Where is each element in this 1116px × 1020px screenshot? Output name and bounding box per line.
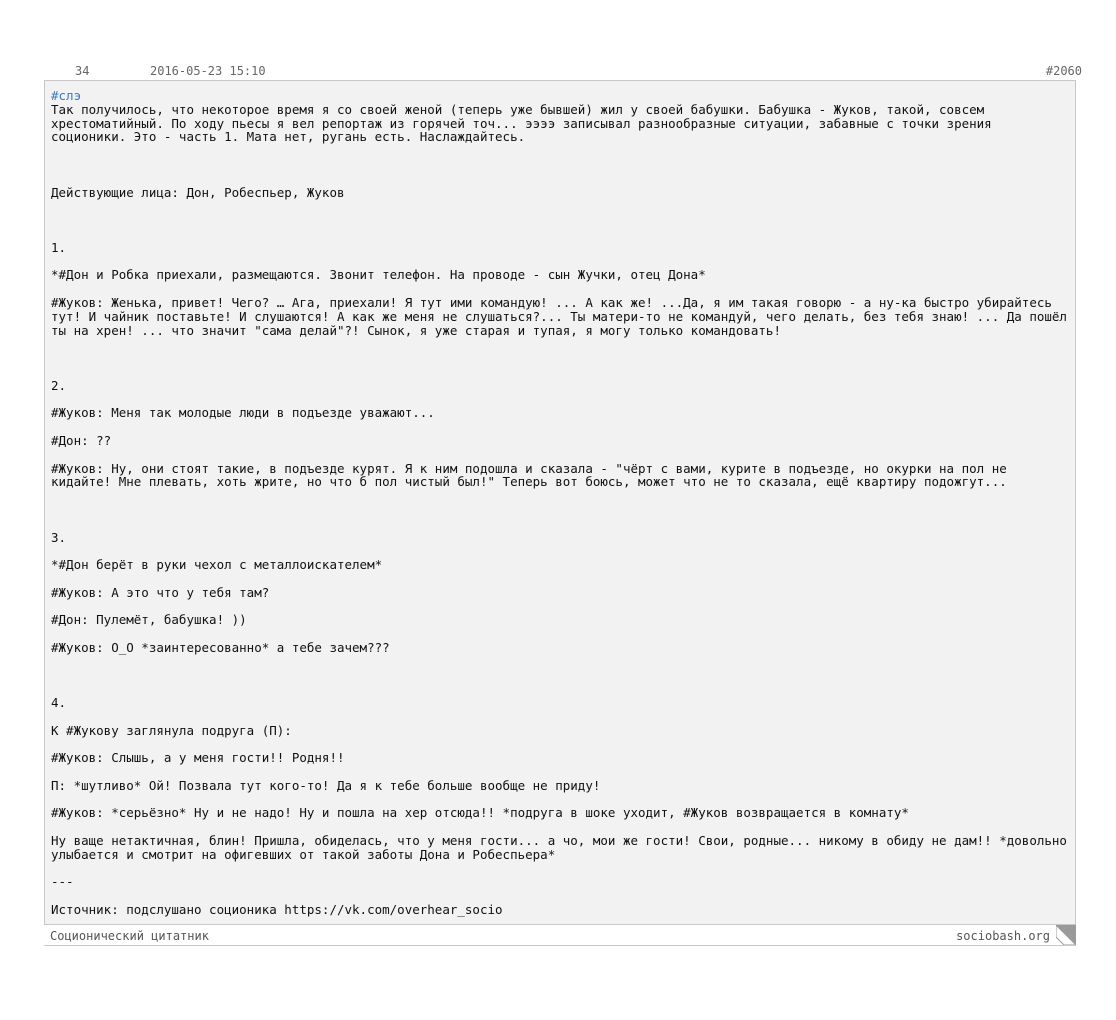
quote-line (51, 682, 1069, 696)
quote-line (51, 793, 1069, 807)
quote-line: #Жуков: Женька, привет! Чего? … Ага, приехали! Я тут ими командую! ... А как же! ...Да, я им такая говорю - а ну-ка быстро убирайтесь тут! И чайник поставьте! И слушаются! А как же меня не слушаться?... Ты матери-то не командуй, чего делать, без тебя знаю! ... Да пошёл ты на хрен! ... что значит "сама делай"?! Сынок, я уже старая и тупая, я могу только командовать! (51, 294, 1075, 338)
quote-line (51, 351, 1069, 365)
quote-line (51, 199, 1069, 213)
quote-line: #Жуков: Ну, они стоят такие, в подъезде курят. Я к ним подошла и сказала - "чёрт с вами, курите в подъезде, но окурки на пол не кидайте! Мне плевать, хоть жрите, но что б пол чистый был!" Теперь вот боюсь, может что не то сказала, ещё квартиру подожгут... (51, 460, 1015, 490)
quote-line: #Жуков: *серьёзно* Ну и не надо! Ну и пошла на хер отсюда!! *подруга в шоке уходит, #Жуков возвращается в комнату* (51, 805, 909, 821)
quote-line: *#Дон берёт в руки чехол с металлоискателем* (51, 557, 383, 573)
quote-line: *#Дон и Робка приехали, размещаются. Звонит телефон. На проводе - сын Жучки, отец Дона* (51, 267, 706, 283)
tag-link[interactable]: #слэ (51, 88, 82, 103)
quote-line: 1. (51, 239, 67, 255)
quote-id-link[interactable]: #2060 (1045, 64, 1082, 78)
quote-body (51, 88, 1075, 918)
quote-line (51, 572, 1069, 586)
quote-line: --- (51, 874, 74, 890)
quote-line: #Жуков: Меня так молодые люди в подъезде уважают... (51, 405, 435, 421)
quote-header (50, 62, 1082, 80)
quote-line (51, 544, 1069, 558)
quote-date: 2016-05-23 15:10 (150, 64, 266, 78)
quote-line (51, 144, 1069, 158)
quote-line: #Жуков: Слышь, а у меня гости!! Родня!! (51, 750, 345, 766)
quote-line (51, 599, 1069, 613)
quote-line: 3. (51, 529, 67, 545)
quote-line (51, 213, 1069, 227)
quote-line: #Жуков: O_O *заинтересованно* а тебе зачем??? (51, 639, 390, 655)
quote-line (51, 393, 1069, 407)
quote-line (51, 365, 1069, 379)
quote-line: 4. (51, 695, 67, 711)
footer (44, 926, 1076, 946)
quote-line: #Жуков: А это что у тебя там? (51, 584, 270, 600)
quote-line: Действующие лица: Дон, Робеспьер, Жуков (51, 184, 345, 200)
quote-line (51, 420, 1069, 434)
quote-line: Ну ваще нетактичная, блин! Пришла, обиделась, что у меня гости... а чо, мои же гости! Свои, родные... никому в обиду не дам!! *довольно улыбается и смотрит на офигевших от такой заботы Дона и Робеспьера* (51, 833, 1075, 862)
quote-line (51, 627, 1069, 641)
quote-line (51, 503, 1069, 517)
quote-line (51, 765, 1069, 779)
quote-text (51, 101, 1075, 918)
quote-line: 2. (51, 377, 67, 393)
quote-line: #Дон: Пулемёт, бабушка! )) (51, 612, 247, 628)
quote-line (51, 489, 1069, 503)
quote-line (51, 668, 1069, 682)
quote-line (51, 337, 1069, 351)
quote-line (51, 172, 1069, 186)
quote-line (51, 448, 1069, 462)
quote-line (51, 737, 1069, 751)
quote-line (51, 517, 1069, 531)
quote-line (51, 158, 1069, 172)
quote-box (44, 80, 1076, 925)
quote-line (51, 255, 1069, 269)
quote-line: Так получилось, что некоторое время я со своей женой (теперь уже бывшей) жил у своей бабушки. Бабушка - Жуков, такой, совсем хрестоматийный. По ходу пьесы я вел репортаж из горячей точ... ээээ записывал разнообразные ситуации, забавные с точки зрения соционики. Это - часть 1. Мата нет, ругань есть. Наслаждайтесь. (51, 101, 1000, 145)
quote-line (51, 227, 1069, 241)
quote-line: П: *шутливо* Ой! Позвала тут кого-то! Да я к тебе больше вообще не приду! (51, 777, 601, 793)
fold-corner-icon (1056, 925, 1076, 945)
quote-line (51, 655, 1069, 669)
quote-line: К #Жукову заглянула подруга (П): (51, 722, 292, 738)
site-domain-link[interactable]: sociobash.org (956, 929, 1050, 943)
quote-line: Источник: подслушано соционика https://vk.com/overhear_socio (51, 902, 503, 918)
quote-line: #Дон: ?? (51, 432, 112, 448)
quote-line (51, 889, 1069, 903)
quote-line (51, 710, 1069, 724)
quote-rating: 34 (75, 64, 90, 78)
quote-line (51, 862, 1069, 876)
site-name: Соционический цитатник (50, 929, 209, 943)
quote-line (51, 282, 1069, 296)
quote-line (51, 820, 1069, 834)
